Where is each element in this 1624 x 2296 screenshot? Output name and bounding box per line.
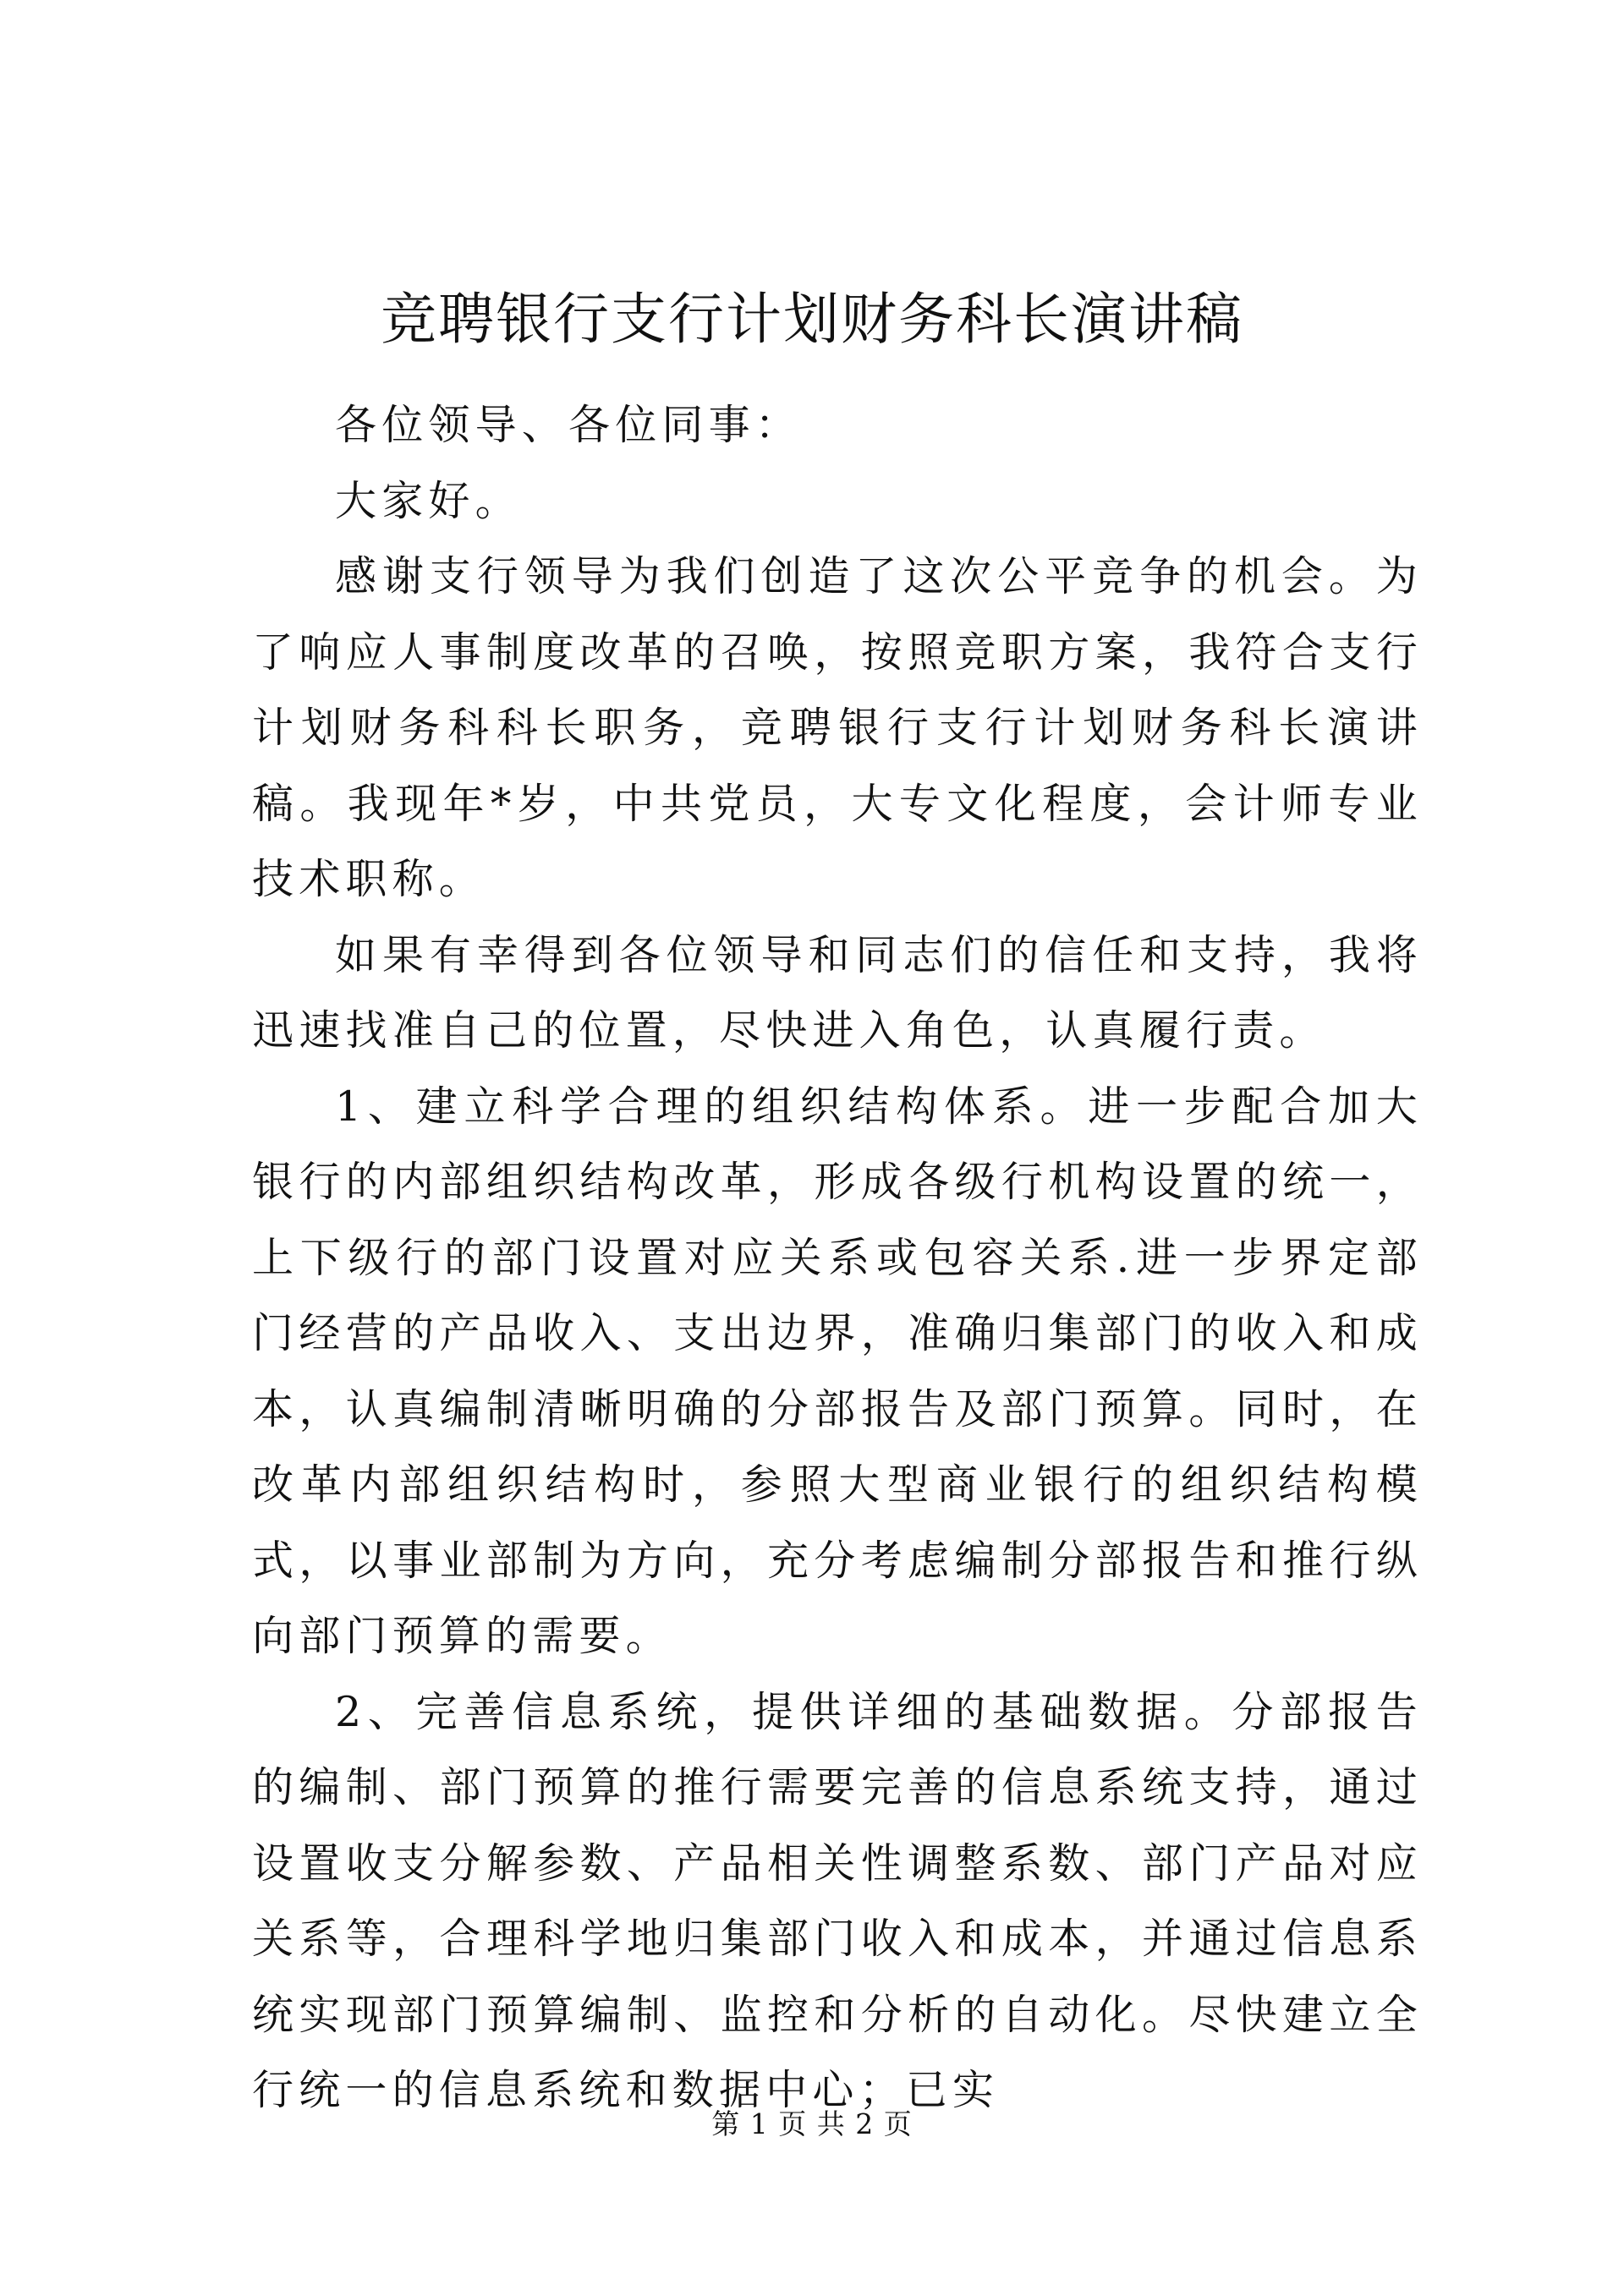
document-body (252, 387, 1423, 2129)
point-2-paragraph: 2、完善信息系统，提供详细的基础数据。分部报告的编制、部门预算的推行需要完善的信息系统支持，通过设置收支分解参数、产品相关性调整系数、部门产品对应关系等，合理科学地归集部门收入和成本，并通过信息系统实现部门预算编制、监控和分析的自动化。尽快建立全行统一的信息系统和数据中心；已实 (252, 1687, 1423, 2114)
salutation-paragraph: 各位领导、各位同事： (335, 401, 803, 449)
commitment-paragraph: 如果有幸得到各位领导和同志们的信任和支持，我将迅速找准自己的位置，尽快进入角色，认真履行责。 (252, 930, 1423, 1055)
document-title: 竞聘银行支行计划财务科长演讲稿 (381, 287, 1243, 352)
intro-paragraph: 感谢支行领导为我们创造了这次公平竞争的机会。为了响应人事制度改革的召唤，按照竞职方案，我符合支行计划财务科科长职务，竞聘银行支行计划财务科长演讲稿。我现年*岁，中共党员，大专文化程度，会计师专业技术职称。 (252, 552, 1423, 903)
point-1-paragraph: 1、建立科学合理的组织结构体系。进一步配合加大银行的内部组织结构改革，形成各级行机构设置的统一，上下级行的部门设置对应关系或包容关系.进一步界定部门经营的产品收入、支出边界，准确归集部门的收入和成本，认真编制清晰明确的分部报告及部门预算。同时，在改革内部组织结构时，参照大型商业银行的组织结构模式，以事业部制为方向，充分考虑编制分部报告和推行纵向部门预算的需要。 (252, 1082, 1423, 1660)
greeting-paragraph: 大家好。 (335, 476, 522, 525)
page-number-footer: 第 1 页 共 2 页 (711, 2107, 913, 2140)
